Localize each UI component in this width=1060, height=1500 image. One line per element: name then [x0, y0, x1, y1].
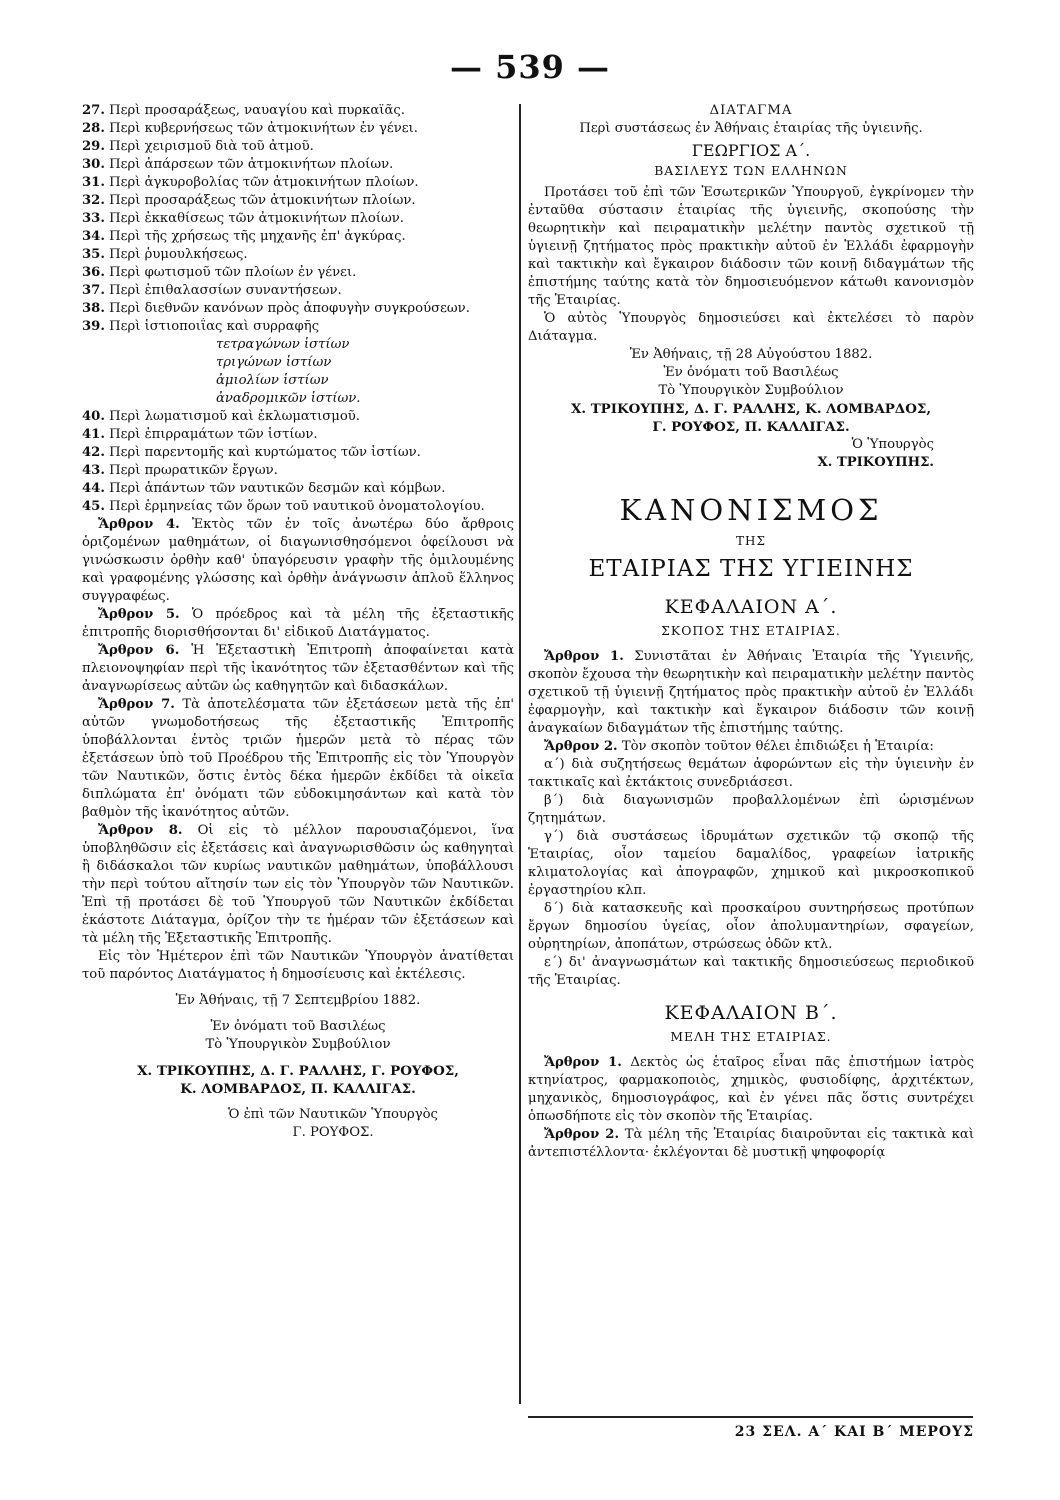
list-item: α΄) διὰ συζητήσεως θεμάτων ἀφορώντων εἰς τὴν ὑγιεινὴν ἐν τακτικαῖς καὶ ἐκτάκτοις συνεδριάσεσι. [528, 757, 974, 790]
page-number: — 539 — [449, 48, 611, 86]
signatories: Χ. ΤΡΙΚΟΥΠΗΣ, Δ. Γ. ΡΑΛΛΗΣ, Κ. ΛΟΜΒΑΡΔΟΣ, [571, 401, 931, 417]
list-item: 45. Περὶ ἑρμηνείας τῶν ὅρων τοῦ ναυτικοῦ ὀνοματολογίου. [82, 499, 485, 514]
chapter-b-heading: ΚΕΦΑΛΑΙΟΝ Β΄. [664, 1002, 838, 1024]
list-item: 32. Περὶ προσαράξεως τῶν ἀτμοκινήτων πλοίων. [82, 193, 416, 208]
list-item: γ΄) διὰ συστάσεως ἱδρυμάτων σχετικῶν τῷ σκοπῷ τῆς Ἑταιρίας, οἷον ταμείου δαμαλίδος, γραφείων ἰατρικῆς κλιματολογίας καὶ ἀπογραφῶν, χημικοῦ καὶ μικροσκοπικοῦ ἐργαστηρίου κλπ. [528, 829, 974, 898]
footer-rule [528, 1416, 973, 1418]
chapter-a-subheading: ΣΚΟΠΟΣ ΤΗΣ ΕΤΑΙΡΙΑΣ. [661, 623, 841, 638]
article-b2: Ἄρθρον 2. Τὰ μέλη τῆς Ἑταιρίας διαιροῦνται εἰς τακτικὰ καὶ ἀντεπιστέλλοντα· ἐκλέγονται δὲ μυστικῇ ψηφοφορίᾳ [528, 1127, 974, 1160]
list-item: 37. Περὶ ἐπιθαλασσίων συναντήσεων. [82, 283, 342, 298]
list-item: 38. Περὶ διεθνῶν κανόνων πρὸς ἀποφυγὴν συγκρούσεων. [82, 301, 470, 316]
list-item: 30. Περὶ ἀπάρσεων τῶν ἀτμοκινήτων πλοίων. [82, 157, 394, 172]
left-column [82, 102, 514, 1142]
sub-item: τετραγώνων ἱστίων [216, 337, 350, 352]
sub-item: ἀναδρομικῶν ἱστίων. [216, 391, 361, 406]
list-item: 33. Περὶ ἐκκαθίσεως τῶν ἀτμοκινήτων πλοίων. [82, 211, 405, 226]
signatories: Χ. ΤΡΙΚΟΥΠΗΣ, Δ. Γ. ΡΑΛΛΗΣ, Γ. ΡΟΥΦΟΣ, [137, 1063, 459, 1079]
decree-intro: Προτάσει τοῦ ἐπὶ τῶν Ἐσωτερικῶν Ὑπουργοῦ, ἐγκρίνομεν τὴν ἐνταῦθα σύστασιν ἑταιρίας τῆς ὑγιεινῆς, σκοπούσης τὴν θεωρητικὴν καὶ πειραματικὴν μελέτην παντὸς σχετικοῦ τῇ ὑγιεινῇ ζητήματος πρὸς πρακτικὴν αὐτοῦ ἐν Ἑλλάδι ἐφαρμογὴν καὶ τακτικὴν καὶ ἔγκαιρον διάδοσιν τῶν κοινῇ διδαγμάτων τῆς ἐπιστήμης ταύτης κατὰ τὸν δημοσιευόμενον κάτωθι κανονισμὸν τῆς Ἑταιρίας. [528, 185, 974, 308]
closing-paragraph: Εἰς τὸν Ἡμέτερον ἐπὶ τῶν Ναυτικῶν Ὑπουργὸν ἀνατίθεται τοῦ παρόντος Διατάγματος ἡ δημοσίευσις καὶ ἐκτέλεσις. [82, 949, 514, 982]
minister-name: Χ. ΤΡΙΚΟΥΠΗΣ. [817, 455, 934, 470]
minister-title: Ὁ ἐπὶ τῶν Ναυτικῶν Ὑπουργὸς [228, 1107, 438, 1122]
right-column [528, 102, 974, 1162]
king-title: ΒΑΣΙΛΕΥΣ ΤΩΝ ΕΛΛΗΝΩΝ [654, 163, 848, 178]
society-title: ΕΤΑΙΡΙΑΣ ΤΗΣ ΥΓΙΕΙΝΗΣ [588, 556, 914, 582]
signatories: Κ. ΛΟΜΒΑΡΔΟΣ, Π. ΚΑΛΛΙΓΑΣ. [180, 1081, 416, 1097]
list-item: 27. Περὶ προσαράξεως, ναυαγίου καὶ πυρκαϊᾶς. [82, 103, 405, 118]
article-a2: Ἄρθρον 2. Τὸν σκοπὸν τοῦτον θέλει ἐπιδιώξει ἡ Ἑταιρία: [544, 739, 934, 754]
list-item: 43. Περὶ πρωρατικῶν ἔργων. [82, 463, 278, 478]
list-item: ε΄) δι' ἀναγνωσμάτων καὶ τακτικῆς δημοσιεύσεως περιοδικοῦ τῆς Ἑταιρίας. [528, 955, 974, 988]
article-4: Ἄρθρον 4. Ἐκτὸς τῶν ἐν τοῖς ἀνωτέρω δύο ἄρθροις ὁριζομένων μαθημάτων, οἱ διαγωνισθησόμενοι ὀφείλουσι νὰ γινώσκωσιν ὀρθὴν καθ' ὑπαγόρευσιν γραφὴν τῆς ὁμιλουμένης καὶ γραφομένης γλώσσης καὶ ὀρθὴν ἀνάγνωσιν ἁπλοῦ ἕλληνος συγγραφέως. [82, 517, 514, 604]
decree-title: ΔΙΑΤΑΓΜΑ [709, 103, 793, 118]
article-a1: Ἄρθρον 1. Συνιστᾶται ἐν Ἀθήναις Ἑταιρία τῆς Ὑγιεινῆς, σκοπὸν ἔχουσα τὴν θεωρητικὴν καὶ πειραματικὴν μελέτην παντὸς σχετικοῦ τῇ ὑγιεινῇ ζητήματος πρὸς πρακτικὴν αὐτοῦ ἐν Ἑλλάδι ἐφαρμογὴν, καὶ τακτικὴν καὶ ἔγκαιρον διάδοσιν τῶν κοινῇ ἀναγκαίων διδαγμάτων τῆς ἐπιστήμης ταύτης. [528, 649, 974, 736]
article-5: Ἄρθρον 5. Ὁ πρόεδρος καὶ τὰ μέλη τῆς ἐξεταστικῆς ἐπιτροπῆς διορισθήσονται δι' εἰδικοῦ Διατάγματος. [82, 607, 515, 640]
toc-list [82, 102, 514, 516]
sub-item: ἀμιολίων ἱστίων [216, 373, 329, 388]
article-7: Ἄρθρον 7. Τὰ ἀποτελέσματα τῶν ἐξετάσεων μετὰ τῆς ἐπ' αὐτῶν γνωμοδοτήσεως τῆς ἐξεταστικῆς Ἐπιτροπῆς ὑποβάλλονται ἐντὸς τριῶν ἡμερῶν μετὰ τὸ πέρας τῶν ἐξετάσεων ὑπὸ τοῦ Προέδρου τῆς Ἐπιτροπῆς εἰς τὸν Ὑπουργὸν τῶν Ναυτικῶν, ὅστις ἐντὸς δέκα ἡμερῶν ἐκδίδει τὰ οἰκεῖα διπλώματα ἐπ' ὀνόματι τῶν εὐδοκιμησάντων καὶ κατὰ τὸν βαθμὸν τῆς ἱκανότητος αὐτῶν. [82, 697, 514, 820]
signature-line: Τὸ Ὑπουργικὸν Συμβούλιον [658, 383, 844, 398]
list-item: 41. Περὶ ἐπιρραμάτων τῶν ἱστίων. [82, 427, 318, 442]
chapter-a-heading: ΚΕΦΑΛΑΙΟΝ Α΄. [664, 596, 838, 618]
list-item: δ΄) διὰ κατασκευῆς καὶ προσκαίρου συντηρήσεως προτύπων ἔργων δημοσίου ὑγείας, οἷον ἀπολυμαντηρίων, σφαγείων, οὐρητηρίων, ἀποπάτων, στρώσεως ὁδῶν κτλ. [528, 901, 974, 952]
article-6: Ἄρθρον 6. Ἡ Ἐξεταστικὴ Ἐπιτροπὴ ἀποφαίνεται κατὰ πλειονοψηφίαν περὶ τῆς ἱκανότητος τῶν ἐξετασθέντων καὶ τῆς ἀναγνωρίσεως αὐτῶν ὡς καθηγητῶν καὶ διδασκάλων. [82, 643, 514, 694]
minister-name: Γ. ΡΟΥΦΟΣ. [292, 1125, 374, 1140]
list-item: β΄) διὰ διαγωνισμῶν προβαλλομένων ἐπὶ ὡρισμένων ζητημάτων. [528, 793, 974, 826]
decree-date: Ἐν Ἀθήναις, τῇ 28 Αὐγούστου 1882. [629, 347, 873, 362]
list-item: 35. Περὶ ῥυμουλκήσεως. [82, 247, 248, 262]
article-8: Ἄρθρον 8. Οἱ εἰς τὸ μέλλον παρουσιαζόμενοι, ἵνα ὑποβληθῶσιν εἰς ἐξετάσεις καὶ ἀναγνωρισθῶσιν ὡς καθηγηταὶ ἢ διδάσκαλοι τῶν κυρίως ναυτικῶν μαθημάτων, ὑποβάλλουσι τὴν περὶ τούτου αἴτησίν των εἰς τὸν Ὑπουργὸν τῶν Ναυτικῶν. Ἐπὶ τῇ προτάσει δὲ τοῦ Ὑπουργοῦ τῶν Ναυτικῶν ἐκδίδεται ἑκάστοτε Διάταγμα, ὁρίζον τὴν τε ἡμέραν τῶν ἐξετάσεων καὶ τὰ μέλη τῆς Ἐξεταστικῆς Ἐπιτροπῆς. [82, 823, 514, 946]
article-b1: Ἄρθρον 1. Δεκτὸς ὡς ἑταῖρος εἶναι πᾶς ἐπιστήμων ἰατρὸς κτηνίατρος, φαρμακοποιὸς, χημικὸς, φυσιοδίφης, ἀρχιτέκτων, μηχανικὸς, δημοσιογράφος, καὶ ἐν γένει πᾶς ὅστις συντρέχει ὁπωσδήποτε εἰς τὸν σκοπὸν τῆς Ἑταιρίας. [528, 1055, 974, 1124]
signature-line: Ἐν ὀνόματι τοῦ Βασιλέως [663, 365, 839, 380]
signature-line: Ἐν ὀνόματι τοῦ Βασιλέως [210, 1019, 386, 1034]
list-item: 31. Περὶ ἀγκυροβολίας τῶν ἀτμοκινήτων πλοίων. [82, 175, 419, 190]
decree-subject: Περὶ συστάσεως ἐν Ἀθήναις ἑταιρίας τῆς ὑγιεινῆς. [579, 121, 923, 136]
signature-line: Τὸ Ὑπουργικὸν Συμβούλιον [205, 1037, 391, 1052]
chapter-b-subheading: ΜΕΛΗ ΤΗΣ ΕΤΑΙΡΙΑΣ. [670, 1029, 832, 1044]
column-divider [519, 104, 521, 1404]
list-item: 28. Περὶ κυβερνήσεως τῶν ἀτμοκινήτων ἐν γένει. [82, 121, 418, 136]
sub-item: τριγώνων ἱστίων [216, 355, 332, 370]
list-item: 44. Περὶ ἁπάντων τῶν ναυτικῶν δεσμῶν καὶ κόμβων. [82, 481, 446, 496]
regulation-title: ΚΑΝΟΝΙΣΜΟΣ [619, 493, 883, 527]
king-name: ΓΕΩΡΓΙΟΣ Α΄. [691, 141, 811, 160]
footer-signature: 23 ΣΕΛ. Α΄ ΚΑΙ Β΄ ΜΕΡΟΥΣ [734, 1424, 974, 1440]
list-item: 40. Περὶ λωματισμοῦ καὶ ἐκλωματισμοῦ. [82, 409, 360, 424]
decree-publish: Ὁ αὐτὸς Ὑπουργὸς δημοσιεύσει καὶ ἐκτελέσει τὸ παρὸν Διάταγμα. [528, 311, 974, 344]
list-item: 42. Περὶ παρεντομῆς καὶ κυρτώματος τῶν ἱστίων. [82, 445, 421, 460]
list-item: 36. Περὶ φωτισμοῦ τῶν πλοίων ἐν γένει. [82, 265, 357, 280]
list-item: 34. Περὶ τῆς χρήσεως τῆς μηχανῆς ἐπ' ἀγκύρας. [82, 229, 406, 244]
list-item: 39. Περὶ ἱστιοποιΐας καὶ συρραφῆς [82, 319, 320, 334]
signatories: Γ. ΡΟΥΦΟΣ, Π. ΚΑΛΛΙΓΑΣ. [652, 419, 850, 435]
decree-date: Ἐν Ἀθήναις, τῇ 7 Σεπτεμβρίου 1882. [175, 993, 421, 1008]
minister-title: Ὁ Ὑπουργὸς [851, 437, 934, 452]
list-item: 29. Περὶ χειρισμοῦ διὰ τοῦ ἀτμοῦ. [82, 139, 314, 154]
regulation-of: ΤΗΣ [736, 534, 766, 548]
